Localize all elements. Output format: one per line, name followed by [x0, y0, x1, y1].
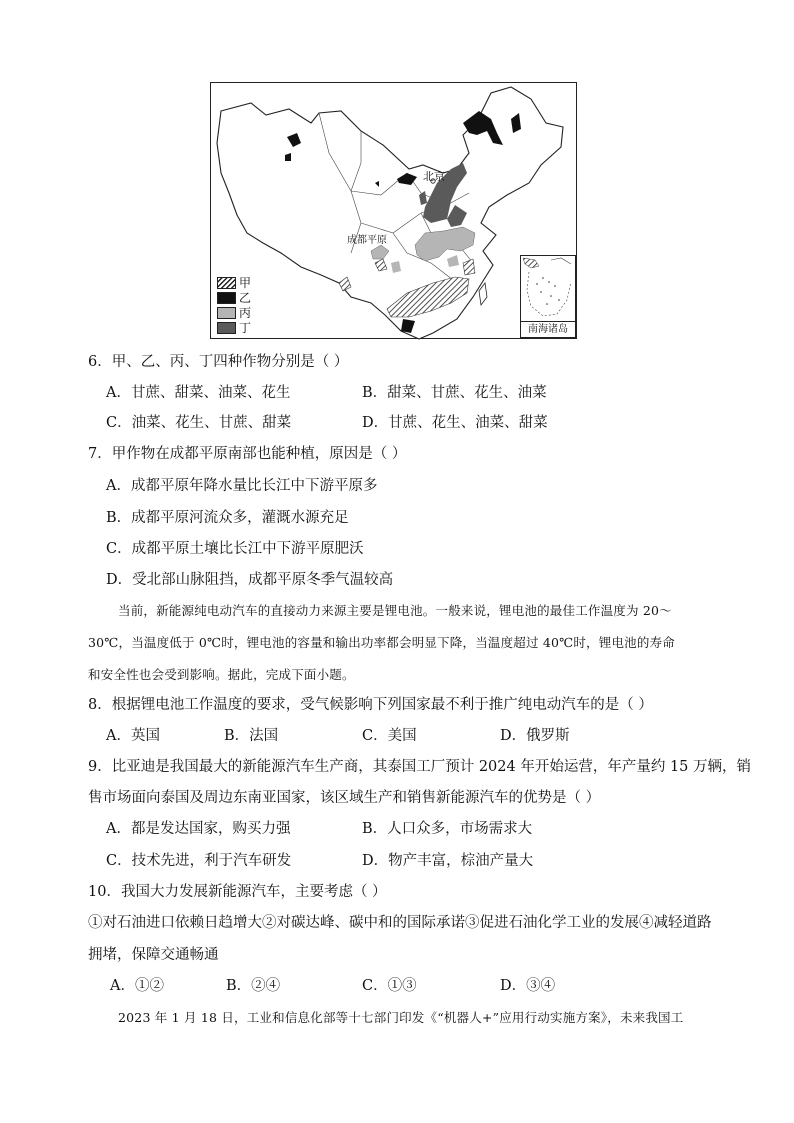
q7-option-a[interactable]: A．成都平原年降水量比长江中下游平原多: [106, 478, 378, 494]
q9-option-b[interactable]: B．人口众多，市场需求大: [362, 821, 533, 837]
q6-option-d[interactable]: D．甘蔗、花生、油菜、甜菜: [362, 415, 548, 431]
q9-option-a[interactable]: A．都是发达国家，购买力强: [106, 821, 291, 837]
legend-swatch-black: [217, 292, 236, 304]
q10-option-b[interactable]: B．②④: [226, 978, 281, 994]
china-border: [217, 87, 563, 339]
q6-option-c[interactable]: C．油菜、花生、甘蔗、甜菜: [106, 415, 292, 431]
q9-stem-line1: 9．比亚迪是我国最大的新能源汽车生产商，其泰国工厂预计 2024 年开始运营，年产量约 15 万辆，销: [88, 759, 752, 775]
legend-label: 乙: [239, 291, 252, 305]
q8-stem: 8．根据锂电池工作温度的要求，受气候影响下列国家最不利于推广纯电动汽车的是（ ）: [88, 697, 653, 713]
q10-option-d[interactable]: D．③④: [500, 978, 556, 994]
passage1-line1: 当前，新能源纯电动汽车的直接动力来源主要是锂电池。一般来说，锂电池的最佳工作温度为 20～: [118, 603, 672, 618]
q9-stem-line2: 售市场面向泰国及周边东南亚国家，该区域生产和销售新能源汽车的优势是（ ）: [88, 790, 601, 806]
q6-option-b[interactable]: B．甜菜、甘蔗、花生、油菜: [362, 385, 547, 401]
q9-option-c[interactable]: C．技术先进，利于汽车研发: [106, 853, 292, 869]
q7-option-c[interactable]: C．成都平原土壤比长江中下游平原肥沃: [106, 541, 364, 557]
legend-swatch-hatched: [217, 277, 236, 289]
q8-option-c[interactable]: C．美国: [362, 728, 417, 744]
q8-option-b[interactable]: B．法国: [224, 728, 279, 744]
inset-caption: 南海诸岛: [521, 321, 575, 337]
q10-option-c[interactable]: C．①③: [362, 978, 417, 994]
inset-map-svg: [521, 256, 575, 322]
passage2-line1: 2023 年 1 月 18 日，工业和信息化部等十七部门印发《“机器人+”应用行动实施方案》，未来我国工: [118, 1010, 684, 1025]
q10-items-line1: ①对石油进口依赖日趋增大②对碳达峰、碳中和的国际承诺③促进石油化学工业的发展④减轻道路: [88, 915, 712, 931]
legend-label: 甲: [239, 276, 252, 290]
chengdu-label: 成都平原: [347, 235, 387, 246]
legend-swatch-light-gray: [217, 307, 236, 319]
passage1-line3: 和安全性也会受到影响。据此，完成下面小题。: [88, 667, 355, 682]
q8-option-a[interactable]: A．英国: [106, 728, 160, 744]
q10-items-line2: 拥堵，保障交通畅通: [88, 947, 219, 963]
legend-swatch-dark-gray: [217, 322, 236, 334]
q10-stem: 10．我国大力发展新能源汽车，主要考虑（ ）: [88, 884, 387, 900]
legend-label: 丙: [239, 306, 252, 320]
q6-option-a[interactable]: A．甘蔗、甜菜、油菜、花生: [106, 385, 291, 401]
legend-item-bing: [217, 305, 251, 320]
q7-option-b[interactable]: B．成都平原河流众多，灌溉水源充足: [106, 510, 349, 526]
q6-stem: 6．甲、乙、丙、丁四种作物分别是（ ）: [88, 354, 349, 370]
south-china-sea-inset: [520, 255, 576, 338]
legend-item-jia: [217, 275, 251, 290]
q9-option-d[interactable]: D．物产丰富，棕油产量大: [362, 853, 534, 869]
q7-option-d[interactable]: D．受北部山脉阻挡，成都平原冬季气温较高: [106, 572, 394, 588]
beijing-label: 北京: [423, 170, 445, 183]
legend-item-ding: [217, 320, 251, 335]
legend-item-yi: [217, 290, 251, 305]
china-crop-map: [210, 82, 577, 339]
passage1-line2: 30℃，当温度低于 0℃时，锂电池的容量和输出功率都会明显下降，当温度超过 40℃时，锂电池的寿命: [88, 635, 675, 650]
q10-option-a[interactable]: A．①②: [110, 978, 164, 994]
map-legend: [217, 275, 251, 335]
q8-option-d[interactable]: D．俄罗斯: [500, 728, 570, 744]
q7-stem: 7．甲作物在成都平原南部也能种植，原因是（ ）: [88, 446, 407, 462]
legend-label: 丁: [239, 321, 252, 335]
